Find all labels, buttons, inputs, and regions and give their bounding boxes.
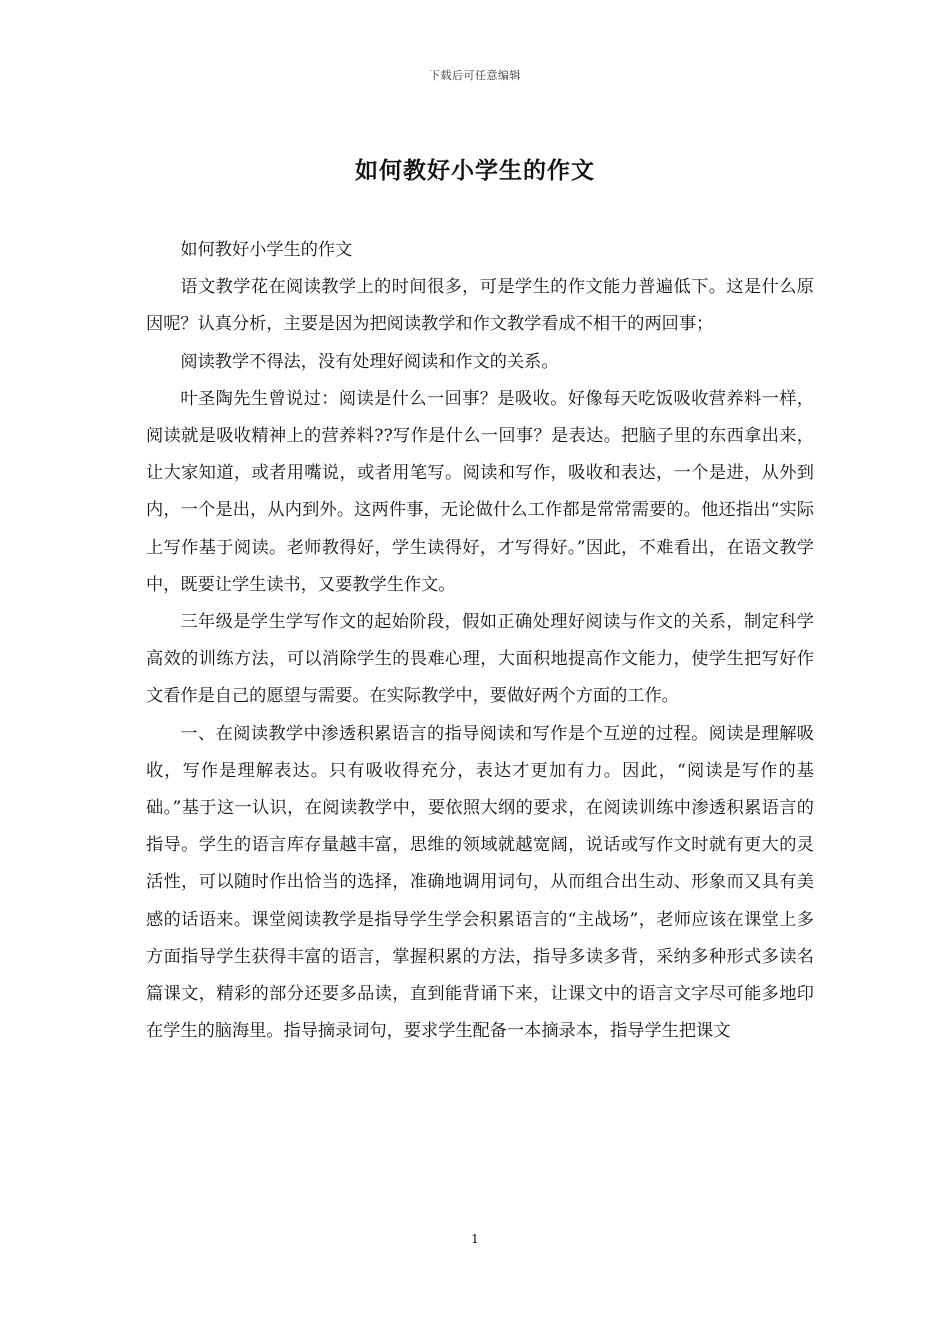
paragraph: 一、在阅读教学中渗透积累语言的指导阅读和写作是个互逆的过程。阅读是理解吸收，写作是理解表达。只有吸收得充分，表达才更加有力。因此，“阅读是写作的基础。”基于这一认识，在阅读教学中，要依照大纲的要求，在阅读训练中渗透积累语言的指导。学生的语言库存量越丰富，思维的领域就越宽阔，说话或写作文时就有更大的灵活性，可以随时作出恰当的选择，准确地调用词句，从而组合出生动、形象而又具有美感的话语来。课堂阅读教学是指导学生学会积累语言的“主战场”，老师应该在课堂上多方面指导学生获得丰富的语言，掌握积累的方法，指导多读多背，采纳多种形式多读名篇课文，精彩的部分还要多品读，直到能背诵下来，让课文中的语言文字尽可能多地印在学生的脑海里。指导摘录词句，要求学生配备一本摘录本，指导学生把课文	[146, 723, 814, 1042]
page-header: 下载后可任意编辑	[429, 69, 521, 82]
document-title: 如何教好小学生的作文	[355, 157, 595, 184]
paragraph: 语文教学花在阅读教学上的时间很多，可是学生的作文能力普遍低下。这是什么原因呢？认真分析，主要是因为把阅读教学和作文教学看成不相干的两回事；	[146, 277, 814, 335]
paragraph-subtitle: 如何教好小学生的作文	[180, 240, 353, 260]
paragraph: 阅读教学不得法，没有处理好阅读和作文的关系。	[180, 351, 559, 372]
document-body	[146, 232, 814, 1050]
page-number: 1	[471, 1232, 479, 1246]
paragraph: 叶圣陶先生曾说过：阅读是什么一回事？是吸收。好像每天吃饭吸收营养料一样，阅读就是吸收精神上的营养料??写作是什么一回事？是表达。把脑子里的东西拿出来，让大家知道，或者用嘴说，或者用笔写。阅读和写作，吸收和表达，一个是进，从外到内，一个是出，从内到外。这两件事，无论做什么工作都是常常需要的。他还指出“实际上写作基于阅读。老师教得好，学生读得好，才写得好。”因此，不难看出，在语文教学中，既要让学生读书，又要教学生作文。	[146, 388, 814, 595]
paragraph: 三年级是学生学写作文的起始阶段，假如正确处理好阅读与作文的关系，制定科学高效的训练方法，可以消除学生的畏难心理，大面积地提高作文能力，使学生把写好作文看作是自己的愿望与需要。在实际教学中，要做好两个方面的工作。	[146, 612, 814, 707]
